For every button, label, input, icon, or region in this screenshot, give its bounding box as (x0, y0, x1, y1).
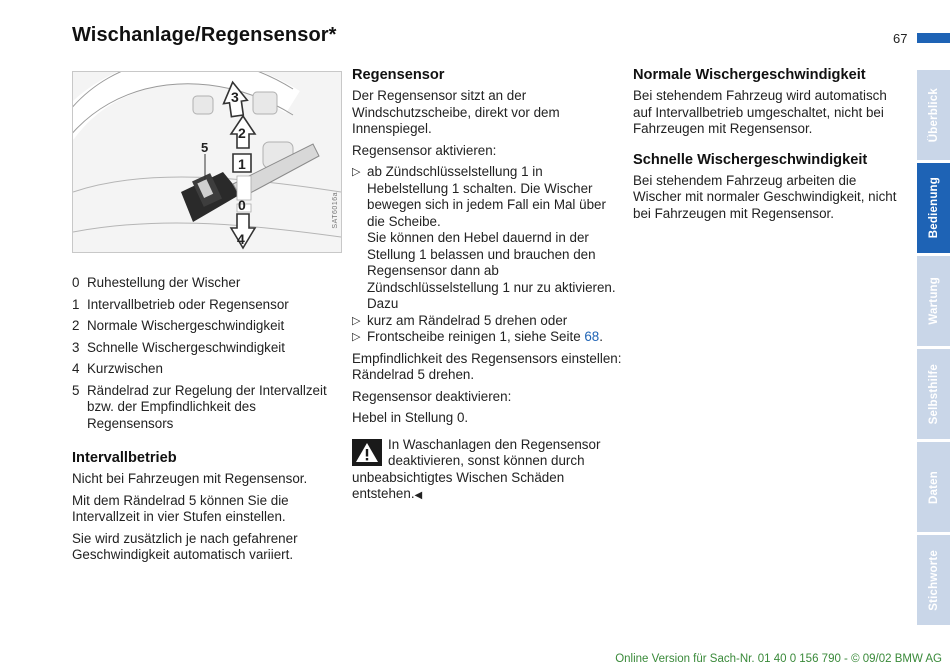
regensensor-paragraph: Regensensor aktivieren: (352, 142, 497, 158)
figure-label-2: 2 (238, 125, 246, 141)
tab-stichworte[interactable]: Stichworte (917, 535, 950, 625)
triangle-bullet-icon: ▷ (352, 314, 361, 327)
figure-label-4: 4 (237, 231, 245, 247)
section-heading-normal: Normale Wischergeschwindigkeit (633, 67, 866, 83)
tab-bedienung[interactable]: Bedienung (917, 163, 950, 253)
footer-note: Online Version für Sach-Nr. 01 40 0 156 790 - © 09/02 BMW AG (615, 653, 942, 665)
regensensor-paragraph: Hebel in Stellung 0. (352, 410, 469, 425)
tab-selbsthilfe[interactable]: Selbsthilfe (917, 349, 950, 439)
figure-legend (72, 275, 340, 569)
page-link[interactable]: 68 (584, 329, 600, 344)
tab-ueberblick[interactable]: Überblick (917, 70, 950, 160)
legend-item: 1 Intervallbetrieb oder Regensensor (72, 296, 289, 312)
list-item: ▷ Frontscheibe reinigen 1, siehe Seite 68. (352, 329, 603, 344)
list-item: ▷ ab Zündschlüsselstellung 1 in Hebelstellung 1 schalten. Die Wischer bewegen sich in jedem Fall ein Mal über die Scheibe. Sie können den Hebel dauernd in der Stellung 1 belassen und brauchen den Regensensor dann ab Zündschlüsselstellung 1 nur zu aktivieren. Dazu (352, 164, 616, 311)
warning-note: In Waschanlagen den Regensensor deaktivieren, sonst können durch unbeabsichtigtes Wischen Schäden entstehen.◀ (352, 436, 601, 501)
speed-column (633, 66, 905, 227)
intervall-paragraph: Mit dem Rändelrad 5 können Sie die Intervallzeit in vier Stufen einstellen. (72, 492, 289, 524)
page-title: Wischanlage/Regensensor* (72, 24, 337, 46)
section-heading-intervallbetrieb: Intervallbetrieb (72, 450, 177, 466)
legend-item: 3 Schnelle Wischergeschwindigkeit (72, 339, 285, 355)
legend-item: 0 Ruhestellung der Wischer (72, 275, 241, 290)
regensensor-paragraph: Empfindlichkeit des Regensensors einstellen: Rändelrad 5 drehen. (352, 350, 622, 382)
figure-label-3: 3 (231, 89, 239, 105)
tab-daten[interactable]: Daten (917, 442, 950, 532)
legend-item: 2 Normale Wischergeschwindigkeit (72, 318, 285, 333)
legend-item: 5 Rändelrad zur Regelung der Intervallzeit bzw. der Empfindlichkeit des Regensensors (72, 382, 327, 431)
tab-wartung[interactable]: Wartung (917, 256, 950, 346)
wiper-lever-drawing (73, 72, 341, 252)
section-heading-schnell: Schnelle Wischergeschwindigkeit (633, 151, 868, 168)
triangle-bullet-icon: ▷ (352, 166, 361, 178)
schnell-paragraph: Bei stehendem Fahrzeug arbeiten die Wischer mit normaler Geschwindigkeit, nicht bei Fahrzeugen mit Regensensor. (633, 172, 897, 221)
section-heading-regensensor: Regensensor (352, 67, 445, 83)
triangle-bullet-icon: ▷ (352, 331, 361, 343)
end-mark-icon: ◀ (414, 490, 423, 501)
regensensor-paragraph: Der Regensensor sitzt an der Windschutzscheibe, direkt vor dem Innenspiegel. (352, 88, 560, 136)
list-item: ▷ kurz am Rändelrad 5 drehen oder (352, 312, 568, 328)
top-accent-bar (917, 33, 950, 43)
figure-label-0: 0 (238, 197, 246, 213)
wiper-lever-illustration (72, 71, 342, 253)
intervall-paragraph: Sie wird zusätzlich je nach gefahrener Geschwindigkeit automatisch variiert. (72, 530, 298, 562)
regensensor-column (352, 66, 622, 505)
normal-paragraph: Bei stehendem Fahrzeug wird automatisch auf Intervallbetrieb umgeschaltet, nicht bei Fahrzeugen mit Regensensor. (633, 88, 887, 136)
figure-label-5: 5 (201, 140, 209, 155)
page-number: 67 (893, 31, 908, 46)
regensensor-steps (352, 164, 622, 346)
regensensor-paragraph: Regensensor deaktivieren: (352, 388, 512, 404)
figure-label-1: 1 (238, 156, 246, 172)
intervall-paragraph: Nicht bei Fahrzeugen mit Regensensor. (72, 471, 308, 486)
legend-item: 4 Kurzwischen (72, 361, 163, 376)
figure-code: SAT6016a (332, 192, 339, 229)
warning-triangle-icon (352, 439, 382, 466)
